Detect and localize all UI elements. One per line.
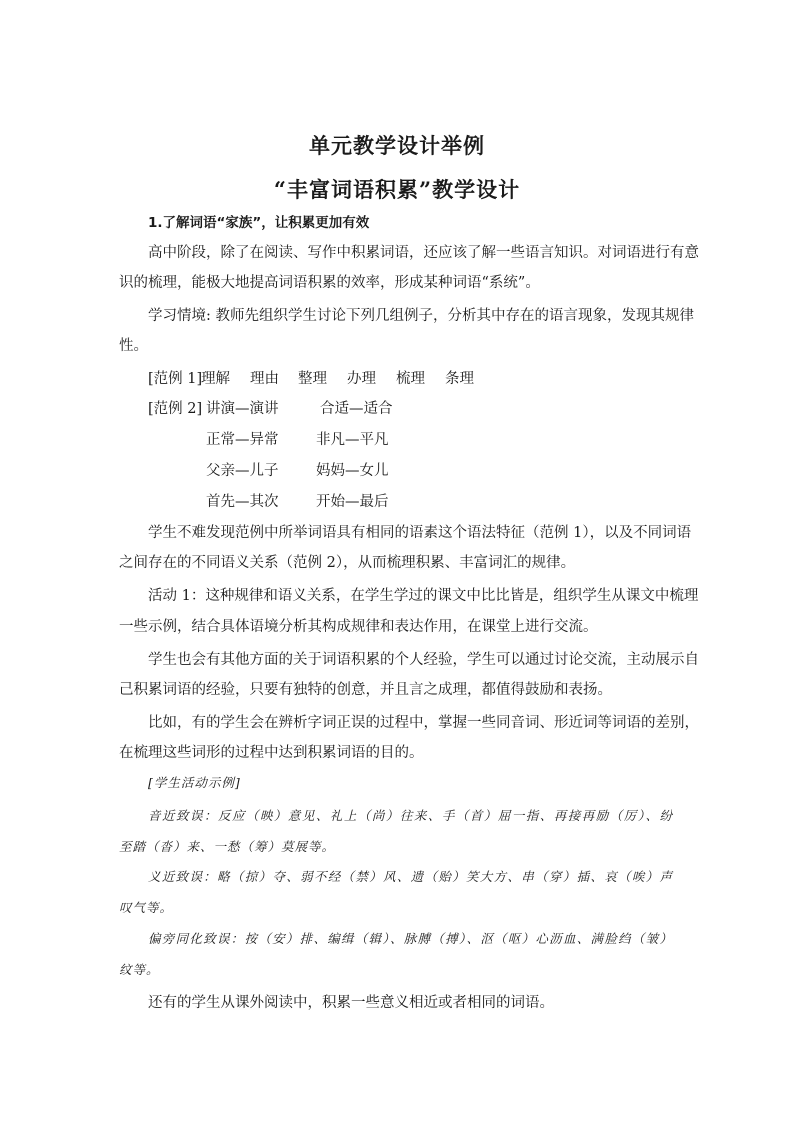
- example-a3-line-2: 纹等。: [119, 962, 160, 977]
- example-1-word: 条理: [445, 371, 474, 387]
- example-2-pair: 讲演—演讲: [206, 401, 279, 417]
- example-2-pair: 父亲—儿子: [206, 463, 279, 479]
- paragraph-5-line-2: 己积累词语的经验，只要有独特的创意，并且言之成理，都值得鼓励和表扬。: [119, 682, 612, 698]
- example-2-pair: 妈妈—女儿: [316, 463, 389, 479]
- example-a1-line-2: 至踏（沓）来、一愁（筹）莫展等。: [119, 839, 336, 854]
- example-a2-line-1: 义近致误：略（掠）夺、弱不经（禁）风、遗（贻）笑大方、串（穿）插、哀（唉）声: [148, 869, 673, 884]
- example-1-word: 梳理: [396, 371, 425, 387]
- example-1-word: 办理: [347, 371, 376, 387]
- paragraph-2-line-1: 学习情境: 教师先组织学生讨论下列几组例子，分析其中存在的语言现象，发现其规律: [148, 308, 694, 324]
- example-2-label: [范例 2]: [148, 401, 203, 417]
- example-a1-line-1: 音近致误：反应（映）意见、礼上（尚）往来、手（首）屈一指、再接再励（厉）、纷: [148, 808, 673, 823]
- paragraph-4-line-1: 活动 1：这种规律和语义关系，在学生学过的课文中比比皆是，组织学生从课文中梳理: [148, 588, 699, 604]
- page-title: 单元教学设计举例: [309, 133, 485, 158]
- example-2-pair: 首先—其次: [206, 494, 279, 510]
- page-subtitle: “丰富词语积累”教学设计: [273, 177, 521, 202]
- example-2-row: [148, 399, 548, 419]
- paragraph-6-line-2: 在梳理这些词形的过程中达到积累词语的目的。: [119, 745, 424, 761]
- example-2-pair: 非凡—平凡: [316, 432, 389, 448]
- paragraph-4-line-2: 一些示例，结合具体语境分析其构成规律和表达作用，在课堂上进行交流。: [119, 619, 598, 635]
- example-1-label: [范例 1]: [148, 371, 203, 387]
- activity-label: [学生活动示例]: [148, 775, 241, 790]
- example-1-word: 整理: [298, 371, 327, 387]
- paragraph-1-line-1: 高中阶段，除了在阅读、写作中积累词语，还应该了解一些语言知识。对词语进行有意: [148, 245, 699, 261]
- paragraph-5-line-1: 学生也会有其他方面的关于词语积累的个人经验，学生可以通过讨论交流，主动展示自: [148, 652, 699, 668]
- paragraph-1-line-2: 识的梳理，能极大地提高词语积累的效率，形成某种词语“系统”。: [119, 275, 540, 291]
- paragraph-6-line-1: 比如，有的学生会在辨析字词正误的过程中，掌握一些同音词、形近词等词语的差别，: [148, 715, 699, 731]
- example-2-pair: 开始—最后: [316, 494, 389, 510]
- example-2-pair: 合适—适合: [320, 401, 393, 417]
- example-1-word: 理由: [250, 371, 279, 387]
- paragraph-3-line-2: 之间存在的不同语义关系（范例 2），从而梳理积累、丰富词汇的规律。: [119, 555, 576, 571]
- example-2-pair: 正常—异常: [206, 432, 279, 448]
- section-heading: 1.了解词语“家族”，让积累更加有效: [148, 215, 370, 231]
- example-1-word: 理解: [201, 371, 230, 387]
- example-a2-line-2: 叹气等。: [119, 900, 174, 915]
- paragraph-2-line-2: 性。: [119, 338, 148, 354]
- example-a3-line-1: 偏旁同化致误：按（安）排、编缉（辑）、脉膊（搏）、沤（呕）心沥血、满脸绉（皱）: [148, 931, 673, 946]
- example-1: [148, 369, 474, 389]
- paragraph-3-line-1: 学生不难发现范例中所举词语具有相同的语素这个语法特征（范例 1），以及不同词语: [148, 525, 692, 541]
- paragraph-7: 还有的学生从课外阅读中，积累一些意义相近或者相同的词语。: [148, 995, 554, 1011]
